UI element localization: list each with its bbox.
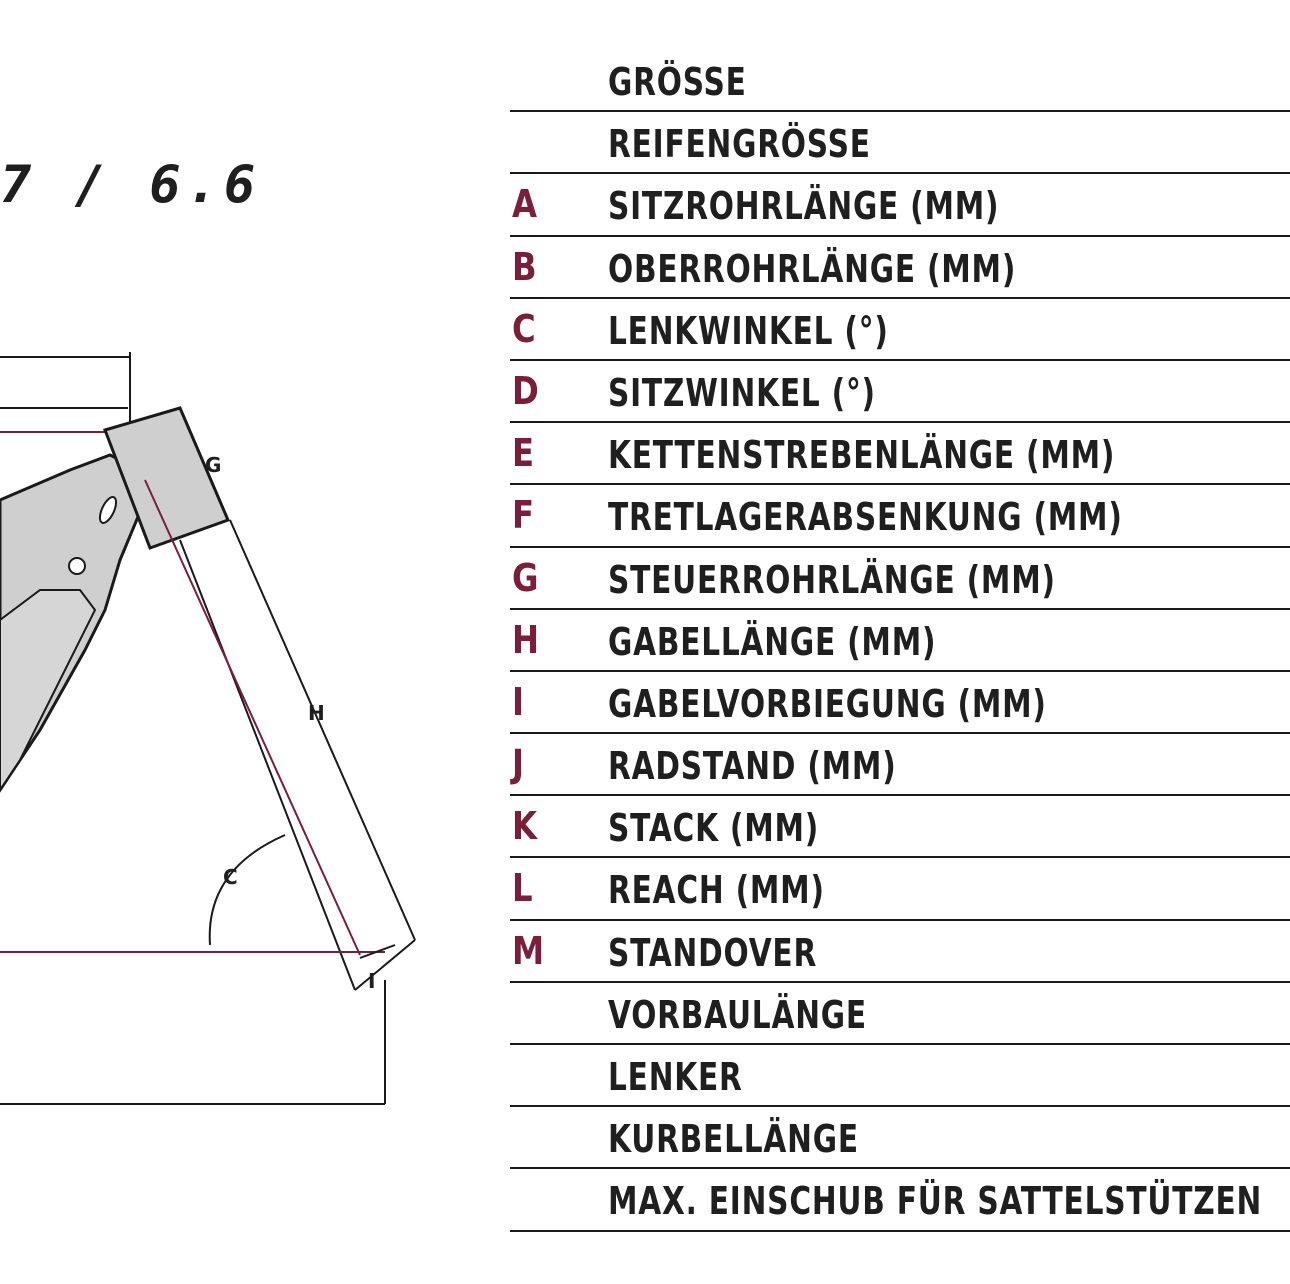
row-letter: L	[512, 866, 533, 911]
row-letter: B	[512, 244, 537, 289]
table-row	[510, 983, 1290, 1045]
table-row	[510, 672, 1290, 734]
row-label: GABELLÄNGE (MM)	[608, 619, 937, 664]
row-letter: C	[512, 306, 536, 351]
row-label: GRÖSSE	[608, 60, 747, 104]
table-row	[510, 1107, 1290, 1169]
row-letter: A	[512, 182, 538, 227]
label-i: I	[368, 969, 376, 993]
table-row	[510, 548, 1290, 610]
table-row	[510, 1169, 1290, 1231]
head-angle-arc	[210, 835, 285, 945]
table-row	[510, 50, 1290, 112]
table-row	[510, 237, 1290, 299]
row-label: STEUERROHRLÄNGE (MM)	[608, 557, 1056, 602]
row-letter: F	[512, 493, 535, 538]
table-row	[510, 1045, 1290, 1107]
row-label: REACH (MM)	[608, 868, 825, 913]
row-letter: M	[512, 928, 545, 973]
table-row	[510, 174, 1290, 236]
row-label: KETTENSTREBENLÄNGE (MM)	[608, 433, 1116, 478]
table-row	[510, 610, 1290, 672]
row-label: SITZROHRLÄNGE (MM)	[608, 184, 1000, 229]
table-row	[510, 485, 1290, 547]
table-row	[510, 734, 1290, 796]
frame-geometry-diagram	[0, 0, 510, 1280]
row-label: GABELVORBIEGUNG (MM)	[608, 681, 1047, 726]
row-letter: I	[512, 679, 525, 724]
label-g: G	[205, 453, 222, 477]
row-letter: J	[512, 742, 525, 787]
table-row	[510, 921, 1290, 983]
row-label: OBERROHRLÄNGE (MM)	[608, 246, 1017, 291]
row-letter: E	[512, 431, 535, 476]
fork-length-axis	[145, 480, 360, 955]
table-row	[510, 361, 1290, 423]
table-row	[510, 299, 1290, 361]
row-label: MAX. EINSCHUB FÜR SATTELSTÜTZEN	[608, 1179, 1263, 1224]
row-label: TRETLAGERABSENKUNG (MM)	[608, 495, 1123, 540]
table-row	[510, 423, 1290, 485]
row-label: REIFENGRÖSSE	[608, 122, 871, 167]
label-c: C	[223, 865, 238, 889]
row-label: RADSTAND (MM)	[608, 744, 897, 789]
row-letter: K	[512, 804, 538, 849]
row-label: STANDOVER	[608, 930, 818, 975]
geometry-table	[510, 50, 1290, 1232]
table-row	[510, 112, 1290, 174]
row-letter: G	[512, 555, 539, 600]
table-row	[510, 796, 1290, 858]
table-row	[510, 858, 1290, 920]
model-title: 7 / 6.6	[0, 155, 262, 215]
row-label: VORBAULÄNGE	[608, 992, 867, 1037]
row-label: STACK (MM)	[608, 806, 820, 851]
row-label: LENKER	[608, 1055, 743, 1099]
row-label: KURBELLÄNGE	[608, 1117, 859, 1162]
label-h: H	[308, 701, 325, 725]
row-letter: D	[512, 368, 539, 413]
row-label: SITZWINKEL (°)	[608, 370, 876, 415]
row-letter: H	[512, 617, 540, 662]
row-label: LENKWINKEL (°)	[608, 308, 889, 353]
frame-down-tube	[0, 590, 95, 790]
frame-bolt-hole	[69, 558, 85, 574]
